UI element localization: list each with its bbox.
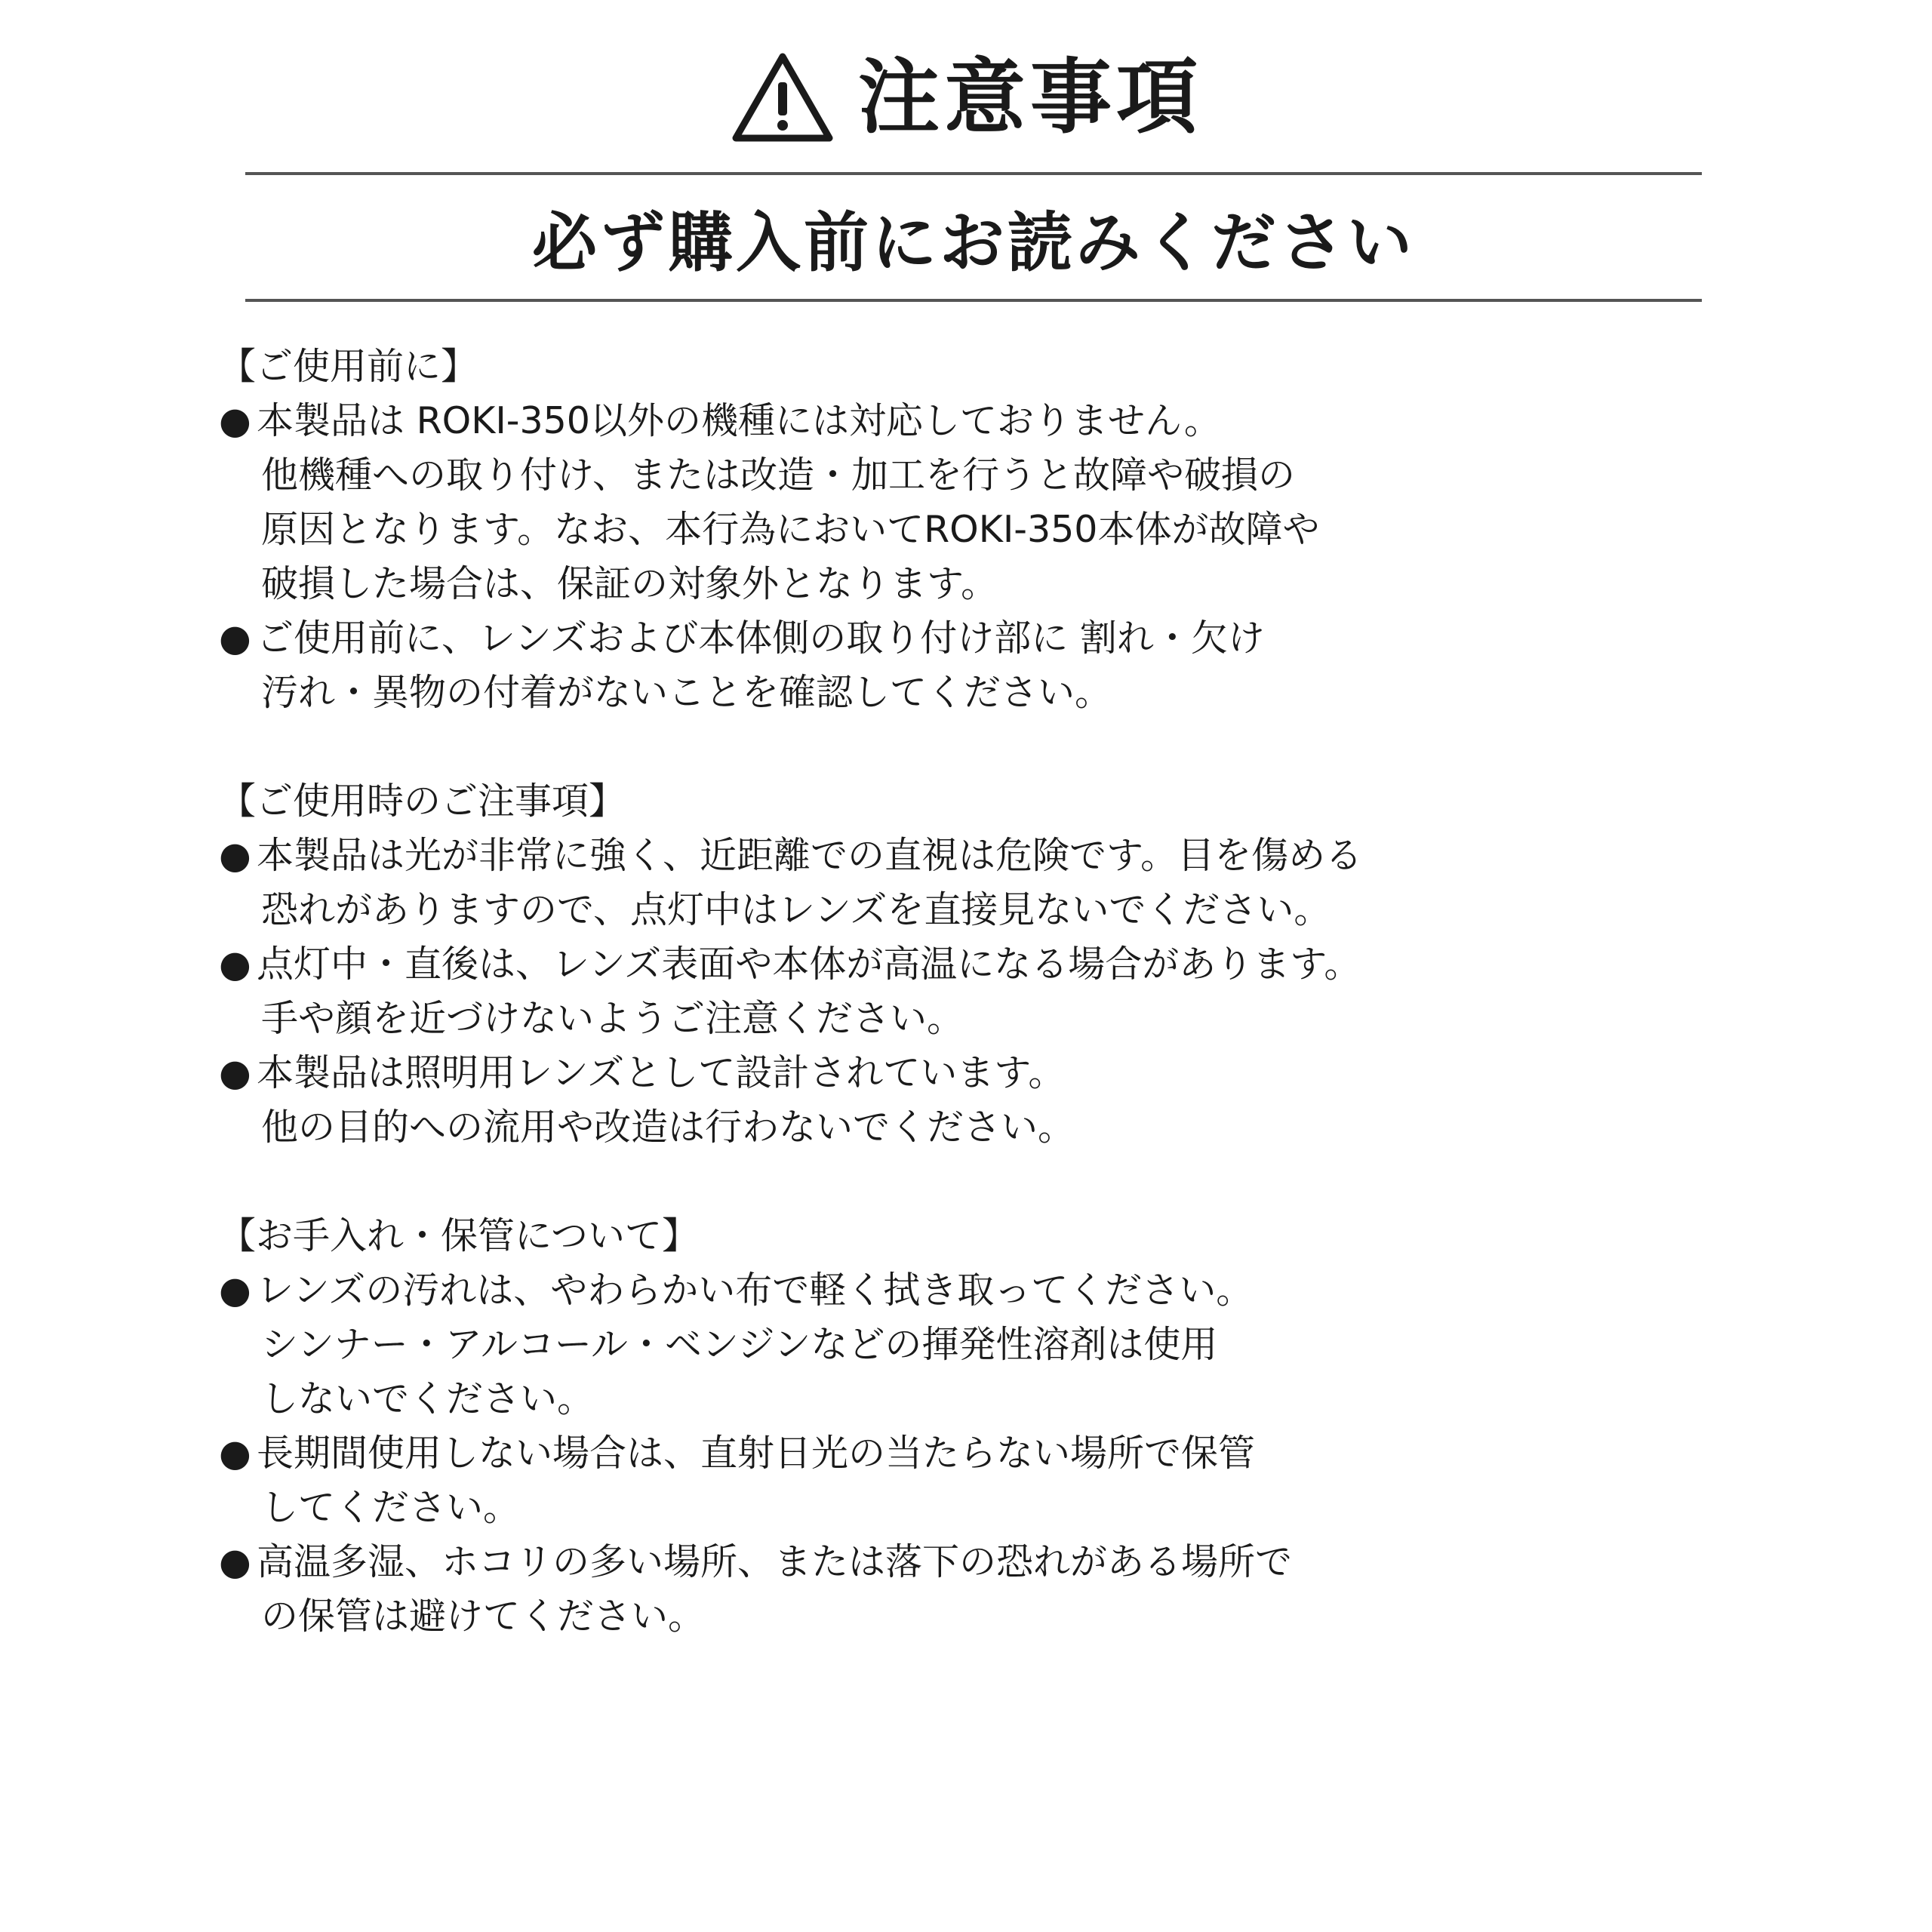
list-item	[219, 829, 1653, 937]
list-item	[219, 1263, 1653, 1426]
bullet: ●	[219, 1269, 251, 1312]
bullet: ●	[219, 834, 251, 877]
bullet: ●	[219, 943, 251, 986]
bullet: ●	[219, 1051, 251, 1094]
bullet: ●	[219, 1540, 251, 1583]
item-line: 本製品は光が非常に強く、近距離での直視は危険です。目を傷める	[257, 834, 1363, 877]
item-line: しないでください。	[261, 1377, 595, 1420]
item-line: 破損した場合は、保証の対象外となります。	[261, 562, 998, 605]
item-line: 他の目的への流用や改造は行わないでください。	[261, 1106, 1075, 1149]
item-line: 恐れがありますので、点灯中はレンズを直接見ないでください。	[261, 888, 1331, 931]
bullet: ●	[219, 1432, 251, 1475]
section-heading: 【ご使用時のご注事項】	[219, 780, 626, 823]
section-during-use	[219, 774, 1653, 1155]
notice-content	[219, 340, 1653, 1644]
item-line: 本製品は ROKI-350以外の機種には対応しておりません。	[257, 399, 1221, 442]
item-line: の保管は避けてください。	[261, 1595, 706, 1638]
item-line: 手や顔を近づけないようご注意ください。	[261, 997, 964, 1040]
list-item	[219, 611, 1653, 720]
item-line: 高温多湿、ホコリの多い場所、または落下の恐れがある場所で	[257, 1540, 1293, 1583]
item-line: 点灯中・直後は、レンズ表面や本体が高温になる場合があります。	[257, 943, 1361, 986]
divider-bottom	[245, 299, 1702, 302]
list-item	[219, 394, 1653, 611]
item-line: 本製品は照明用レンズとして設計されています。	[257, 1051, 1066, 1094]
page-title: 注意事項	[857, 51, 1202, 145]
list-item	[219, 937, 1653, 1046]
section-before-use	[219, 340, 1653, 720]
item-line: 汚れ・異物の付着がないことを確認してください。	[261, 671, 1112, 714]
item-line: 他機種への取り付け、または改造・加工を行うと故障や破損の	[261, 454, 1296, 497]
bullet: ●	[219, 617, 251, 660]
item-line: 原因となります。なお、本行為においてROKI-350本体が故障や	[261, 508, 1320, 551]
page-subtitle: 必ず購入前にお読みください	[532, 205, 1415, 281]
item-line: 長期間使用しない場合は、直射日光の当たらない場所で保管	[257, 1432, 1256, 1475]
section-care-storage	[219, 1209, 1653, 1644]
list-item	[219, 1426, 1653, 1535]
bullet: ●	[219, 399, 251, 442]
list-item	[219, 1535, 1653, 1644]
warning-triangle-icon	[730, 51, 835, 146]
item-line: してください。	[261, 1486, 521, 1529]
section-heading: 【お手入れ・保管について】	[219, 1214, 700, 1257]
item-line: ご使用前に、レンズおよび本体側の取り付け部に 割れ・欠け	[257, 617, 1265, 660]
item-line: シンナー・アルコール・ベンジンなどの揮発性溶剤は使用	[261, 1323, 1218, 1366]
header	[0, 45, 1932, 151]
list-item	[219, 1046, 1653, 1155]
item-line: レンズの汚れは、やわらかい布で軽く拭き取ってください。	[257, 1269, 1254, 1312]
section-heading: 【ご使用前に】	[219, 345, 478, 388]
